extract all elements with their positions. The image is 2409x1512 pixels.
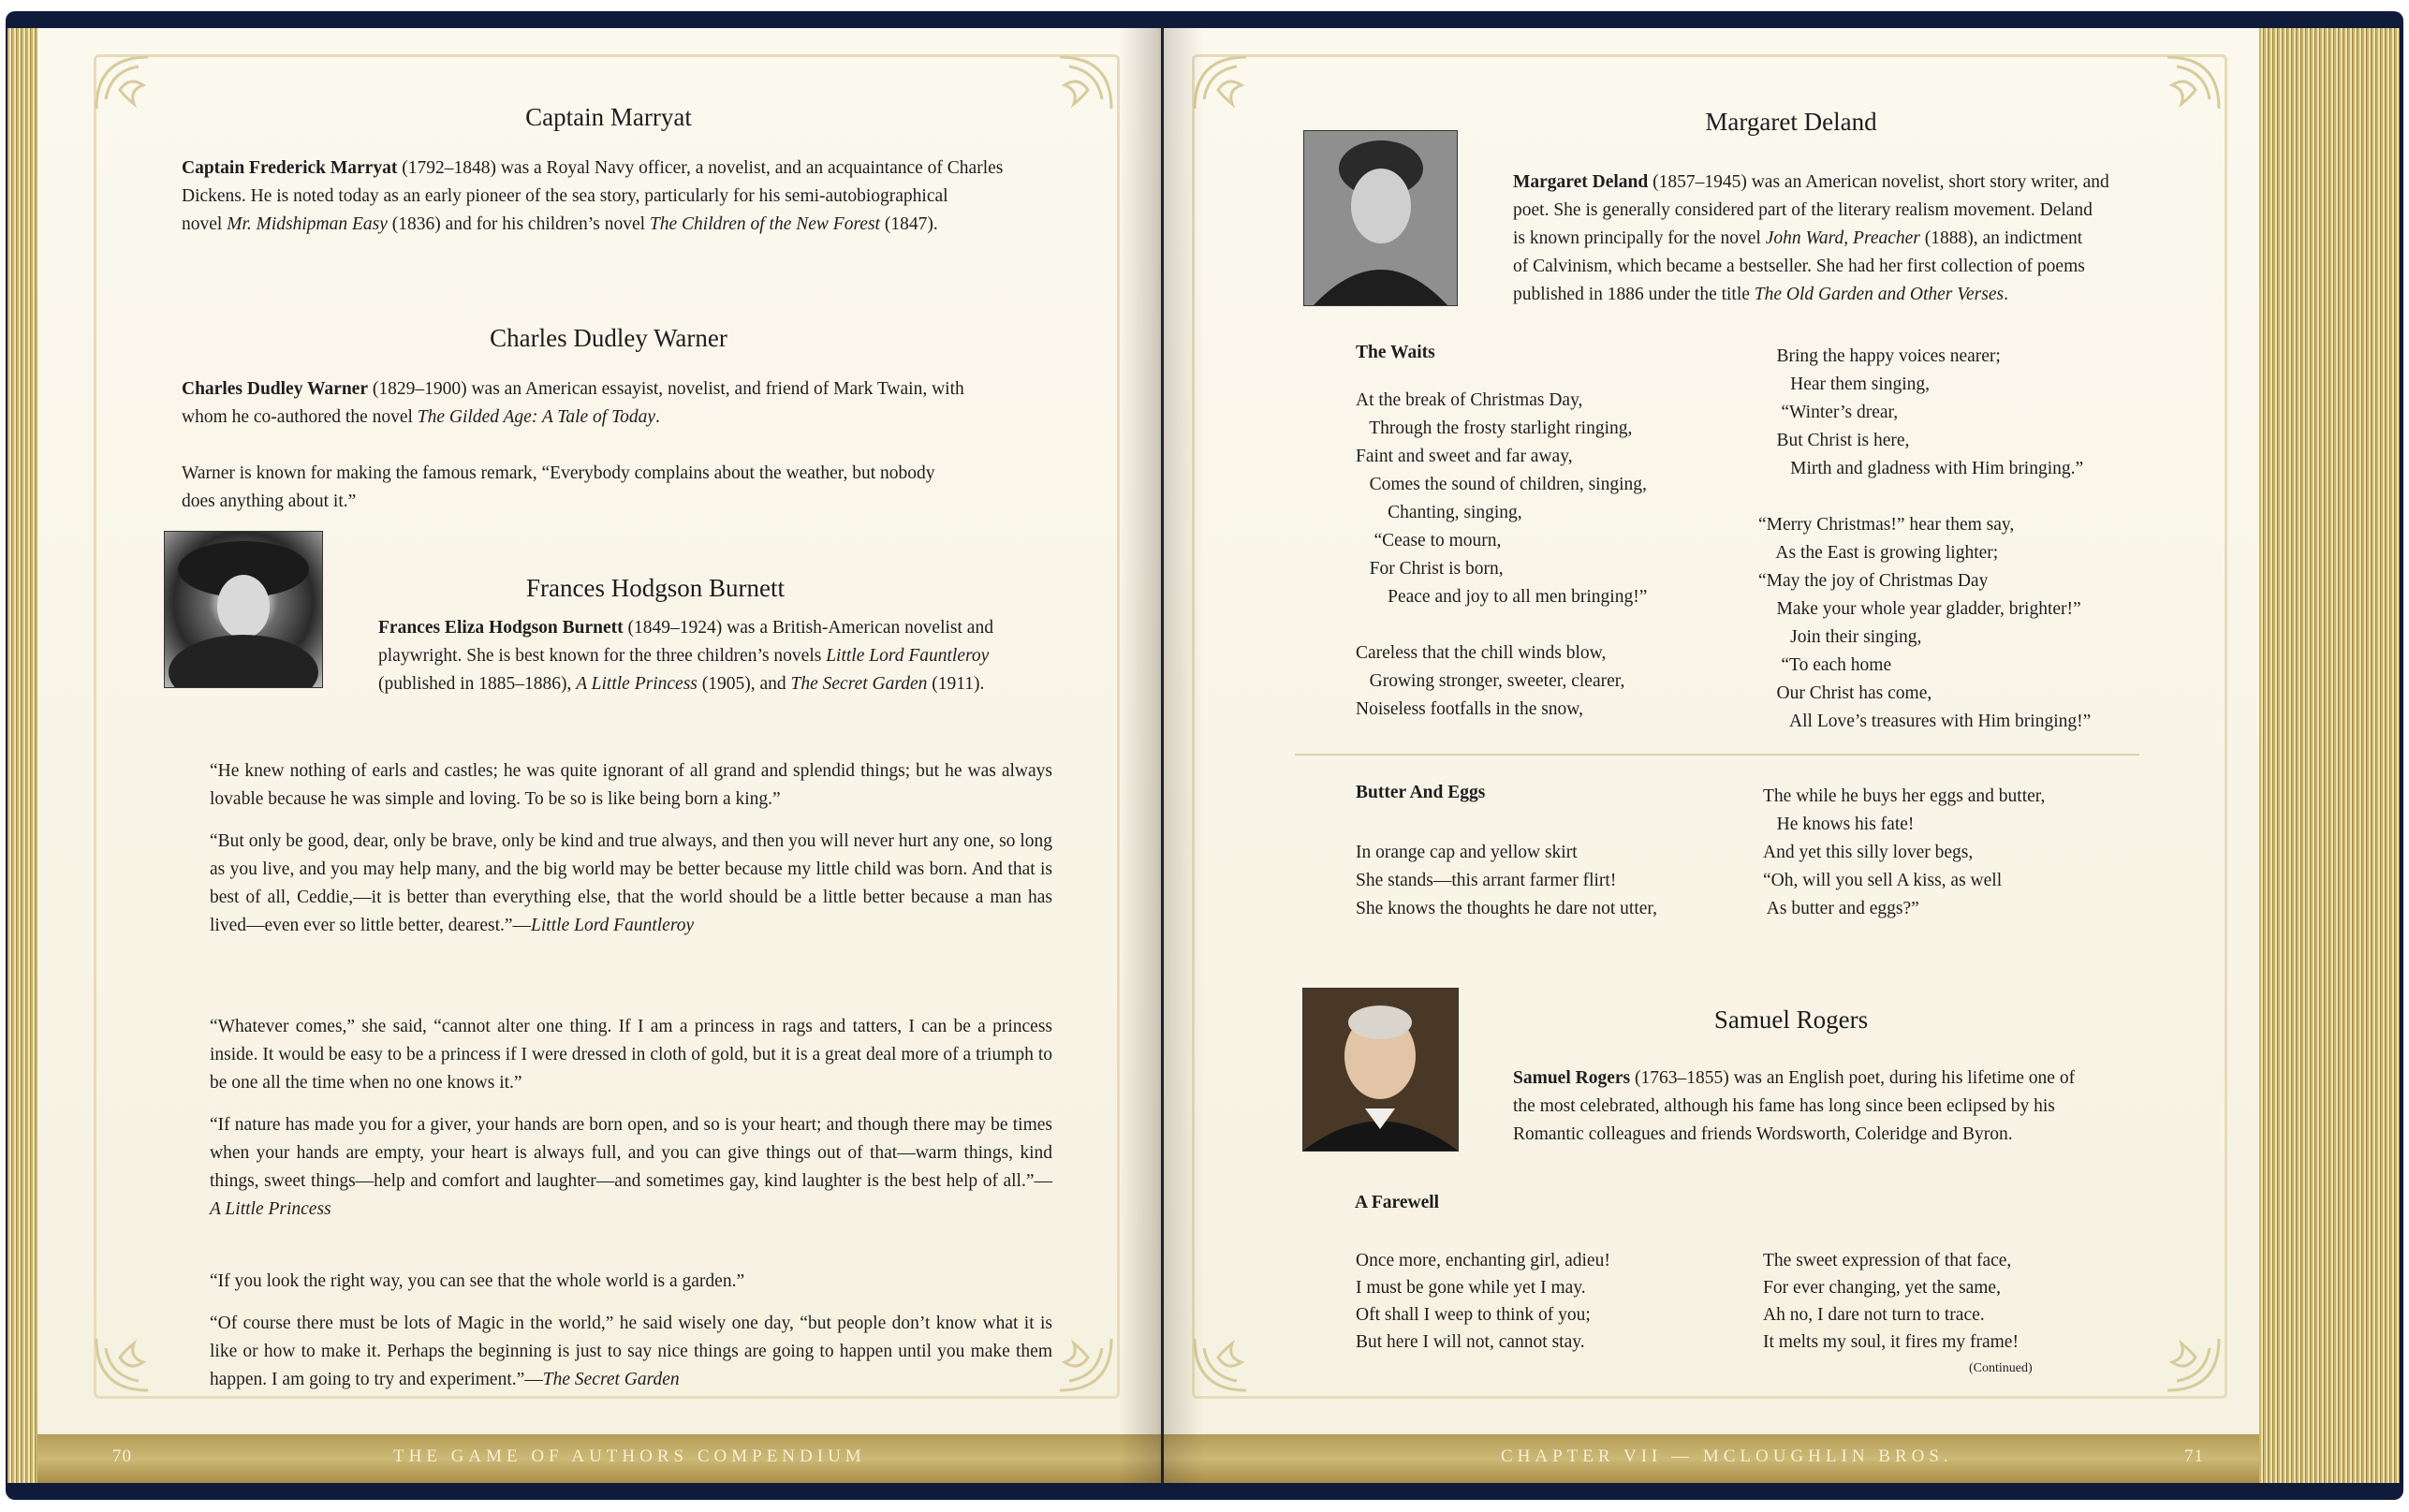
bio-name: Margaret Deland	[1513, 172, 1649, 192]
continued-note: (Continued)	[1969, 1361, 2033, 1375]
poem-stanzas-col2: The while he buys her eggs and butter, He knows his fate! And yet this silly lover begs, “Oh, will you sell A kiss, as well As butter and eggs?”	[1763, 786, 2046, 918]
bio-text: Dickens. He is noted today as an early pioneer of the sea story, particularly for his semi-autobiographical	[182, 186, 948, 206]
bio-text: Romantic colleagues and friends Wordsworth, Coleridge and Byron.	[1513, 1124, 2013, 1144]
book-title: The Gilded Age: A Tale of Today	[417, 407, 656, 427]
bio-text: (1836) and for his children’s novel	[387, 214, 650, 234]
running-head: THE GAME OF AUTHORS COMPENDIUM	[393, 1446, 866, 1466]
poem-title-a-farewell: A Farewell	[1355, 1193, 1440, 1212]
portrait-rogers	[1302, 988, 1459, 1152]
section-heading-warner: Charles Dudley Warner	[490, 324, 727, 352]
section-heading-rogers: Samuel Rogers	[1713, 1006, 1869, 1034]
bio-text: is known principally for the novel	[1513, 228, 1766, 248]
bio-text: (1763–1855) was an English poet, during his lifetime one of	[1630, 1068, 2076, 1088]
marryat-bio	[182, 154, 1084, 239]
left-page	[37, 28, 1161, 1483]
bio-text: (1888), an indictment	[1919, 228, 2083, 248]
book-title: John Ward, Preacher	[1765, 228, 1920, 248]
quote-text: “If nature has made you for a giver, your hands are born open, and so is your heart; and though there may be times when your hands are empty, your heart is always full, and you can give things out of that—warm things, kind things, sweet things—help and comfort and laughter—and sometimes gay, kind laughter is the best help of all.”—	[210, 1115, 1052, 1191]
bio-text: .	[655, 407, 660, 427]
bio-text: whom he co-authored the novel	[182, 407, 418, 427]
quote-text: “But only be good, dear, only be brave, only be kind and true always, and then you will never hurt any one, so long as you live, and you may help many, and the big world may be better because my little child was born. And that is best of all, Ceddie,—it is better than everything else, that the world should be a little better because a man has lived—even ever so little better, dearest.”—	[210, 831, 1052, 935]
running-head: CHAPTER VII — MCLOUGHLIN BROS.	[1501, 1446, 1953, 1466]
page-footer	[1164, 1434, 2259, 1483]
quote	[210, 828, 1052, 940]
book-title: Little Lord Fauntleroy	[826, 646, 990, 666]
burnett-bio	[378, 614, 1084, 698]
bio-text: playwright. She is best known for the three children’s novels	[378, 646, 827, 666]
book-title: The Children of the New Forest	[649, 214, 880, 234]
right-page	[1164, 28, 2259, 1483]
bio-name: Frances Eliza Hodgson Burnett	[378, 618, 624, 638]
book-title: The Old Garden and Other Verses	[1754, 285, 2005, 304]
quote	[210, 1111, 1052, 1224]
corner-ornament	[1190, 52, 1302, 165]
corner-ornament	[2111, 1283, 2224, 1395]
quote-text: “Of course there must be lots of Magic in the world,” he said wisely one day, “but people don’t know what it is like or how to make it. Perhaps the beginning is just to say nice things are going to happen until you make them happen. I am going to try and experiment.”—	[210, 1314, 1052, 1389]
book-title: The Secret Garden	[790, 674, 928, 694]
right-page-edges	[2259, 28, 2400, 1483]
bio-text: .	[2004, 285, 2008, 304]
corner-ornament	[2111, 52, 2224, 165]
left-page-edges	[7, 28, 39, 1483]
quote: “If you look the right way, you can see that the whole world is a garden.”	[210, 1271, 745, 1291]
remark-text: Warner is known for making the famous remark, “Everybody complains about the weather, but nobody	[182, 463, 935, 483]
bio-name: Charles Dudley Warner	[182, 379, 368, 399]
rogers-bio	[1513, 1064, 2140, 1149]
corner-ornament	[92, 1283, 204, 1395]
bio-text: (1905), and	[697, 674, 791, 694]
poem-title-butter-and-eggs: Butter And Eggs	[1356, 783, 1486, 802]
section-heading-deland: Margaret Deland	[1705, 108, 1877, 136]
quote-source: Little Lord Fauntleroy	[531, 916, 695, 935]
poem-stanzas-col2: Bring the happy voices nearer; Hear them singing, “Winter’s drear, But Christ is here, Mirth and gladness with Him bringing.” “Merry Christmas!” hear them say, As the East is growing lighter; “May the joy of Christmas Day Make your whole year gladder, brighter!” Join their singing, “To each home Our Christ has come, All Love’s treasures with Him bringing!”	[1758, 346, 2092, 731]
poem-stanzas-col2: The sweet expression of that face, For ever changing, yet the same, Ah no, I dare not turn to trace. It melts my soul, it fires my frame!	[1763, 1251, 2019, 1352]
bio-text: of Calvinism, which became a bestseller. She had her first collection of poems	[1513, 257, 2085, 276]
bio-text: (1829–1900) was an American essayist, novelist, and friend of Mark Twain, with	[367, 379, 964, 399]
bio-text: (1849–1924) was a British-American novelist and	[623, 618, 993, 638]
quote: “He knew nothing of earls and castles; he was quite ignorant of all grand and splendid things; but he was always lovable because he was simple and loving. To be so is like being born a king.”	[210, 761, 1052, 809]
section-divider	[1295, 754, 2139, 756]
bio-text: the most celebrated, although his fame has long since been eclipsed by his	[1513, 1096, 2055, 1116]
corner-ornament	[1190, 1283, 1302, 1395]
bio-text: (1847).	[879, 214, 938, 234]
book-title: A Little Princess	[576, 674, 698, 694]
book-title: Mr. Midshipman Easy	[227, 214, 388, 234]
bio-text: (1792–1848) was a Royal Navy officer, a novelist, and an acquaintance of Charles	[397, 158, 1004, 178]
portrait-burnett	[164, 531, 323, 688]
poem-title-the-waits: The Waits	[1356, 343, 1435, 362]
deland-bio	[1513, 169, 2140, 309]
poem-stanzas-col1: At the break of Christmas Day, Through the frosty starlight ringing, Faint and sweet and far away, Comes the sound of children, singing, Chanting, singing, “Cease to mourn, For Christ is born, Peace and joy to all men bringing!” Careless that the chill winds blow, Growing stronger, sweeter, clearer, Noiseless footfalls in the snow,	[1356, 390, 1648, 719]
warner-remark	[182, 460, 1084, 516]
bio-text: (1857–1945) was an American novelist, short story writer, and	[1648, 172, 2109, 192]
section-heading-marryat: Captain Marryat	[525, 103, 692, 131]
bio-text: novel	[182, 214, 228, 234]
portrait-image	[1304, 131, 1457, 305]
page-number: 70	[112, 1446, 132, 1466]
section-heading-burnett: Frances Hodgson Burnett	[526, 574, 785, 602]
warner-bio	[182, 375, 1084, 432]
bio-name: Captain Frederick Marryat	[182, 158, 398, 178]
bio-text: (published in 1885–1886),	[378, 674, 577, 694]
poem-stanzas-col1: Once more, enchanting girl, adieu! I must be gone while yet I may. Oft shall I weep to think of you; But here I will not, cannot stay.	[1356, 1251, 1610, 1352]
page-footer	[37, 1434, 1161, 1483]
page-number: 71	[2184, 1446, 2204, 1466]
quote-source: A Little Princess	[210, 1199, 331, 1219]
bio-text: (1911).	[927, 674, 985, 694]
portrait-deland	[1303, 130, 1458, 306]
portrait-image	[1303, 989, 1458, 1151]
quote	[210, 1310, 1052, 1394]
bio-text: published in 1886 under the title	[1513, 285, 1755, 304]
remark-text: does anything about it.”	[182, 492, 357, 511]
quote: “Whatever comes,” she said, “cannot alter one thing. If I am a princess in rags and tatters, I can be a princess inside. It would be easy to be a princess if I were dressed in cloth of gold, but it is a great deal more of a triumph to be one all the time when no one knows it.”	[210, 1017, 1052, 1093]
quote-source: The Secret Garden	[542, 1370, 680, 1389]
bio-text: poet. She is generally considered part of the literary realism movement. Deland	[1513, 200, 2093, 220]
portrait-image	[165, 532, 322, 687]
poem-stanzas-col1: In orange cap and yellow skirt She stands—this arrant farmer flirt! She knows the thoughts he dare not utter,	[1356, 843, 1657, 918]
bio-name: Samuel Rogers	[1513, 1068, 1631, 1088]
